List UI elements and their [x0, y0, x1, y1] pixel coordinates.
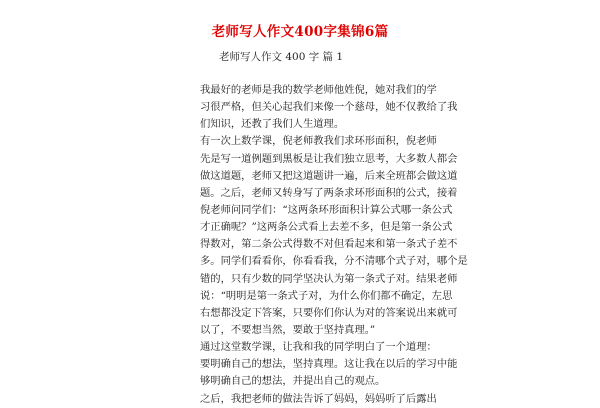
body-text-line: 够明确自己的想法，并提出自己的观点。 [200, 375, 386, 388]
essay-body [200, 82, 468, 408]
body-text-line: 以了，不要想当然，要敢于坚持真理。” [200, 323, 376, 336]
body-text-line: 要明确自己的想法，坚持真理。这让我在以后的学习中能 [200, 358, 458, 371]
body-text-line: 做这道题，老师又把这道题讲一遍，后来全班都会做这道 [200, 169, 458, 182]
body-text-line: 题。之后，老师又转身写了两条求环形面积的公式，接着 [200, 186, 458, 199]
body-text-line: 们知识，还教了我们人生道理。 [200, 118, 345, 131]
body-text-line: 通过这堂数学课，让我和我的同学明白了一个道理： [200, 341, 437, 354]
body-text-line: 说：“明明是第一条式子对，为什么你们都不确定，左思 [200, 289, 453, 302]
section-subtitle: 老师写人作文 400 字 篇 1 [219, 51, 344, 63]
document-title: 老师写人作文400字集锦6篇 [211, 24, 389, 40]
body-text-line: 得数对，第二条公式得数不对但看起来和第一条式子差不 [200, 238, 458, 251]
body-text-line: 多。同学们看看你，你看看我，分不清哪个式子对，哪个是 [200, 255, 468, 268]
body-text-line: 有一次上数学课，倪老师教我们求环形面积，倪老师 [200, 135, 437, 148]
body-text-line: 我最好的老师是我的数学老师他姓倪，她对我们的学 [200, 84, 437, 96]
body-text-line: 错的，只有少数的同学坚决认为第一条式子对。结果老师 [200, 272, 458, 285]
body-text-line: 习很严格，但关心起我们来像一个慈母，她不仅教给了我 [200, 101, 458, 114]
body-text-line: 才正确呢？”这两条公式看上去差不多，但是第一条公式 [200, 221, 453, 234]
body-text-line: 之后，我把老师的做法告诉了妈妈，妈妈听了后露出 [200, 392, 437, 405]
body-text-line: 先是写一道例题到黑板是让我们独立思考，大多数人都会 [200, 152, 458, 165]
body-text-line: 右想都没定下答案，只要你们你认为对的答案说出来就可 [200, 306, 458, 319]
body-text-line: 倪老师问同学们：“这两条环形面积计算公式哪一条公式 [200, 203, 453, 216]
